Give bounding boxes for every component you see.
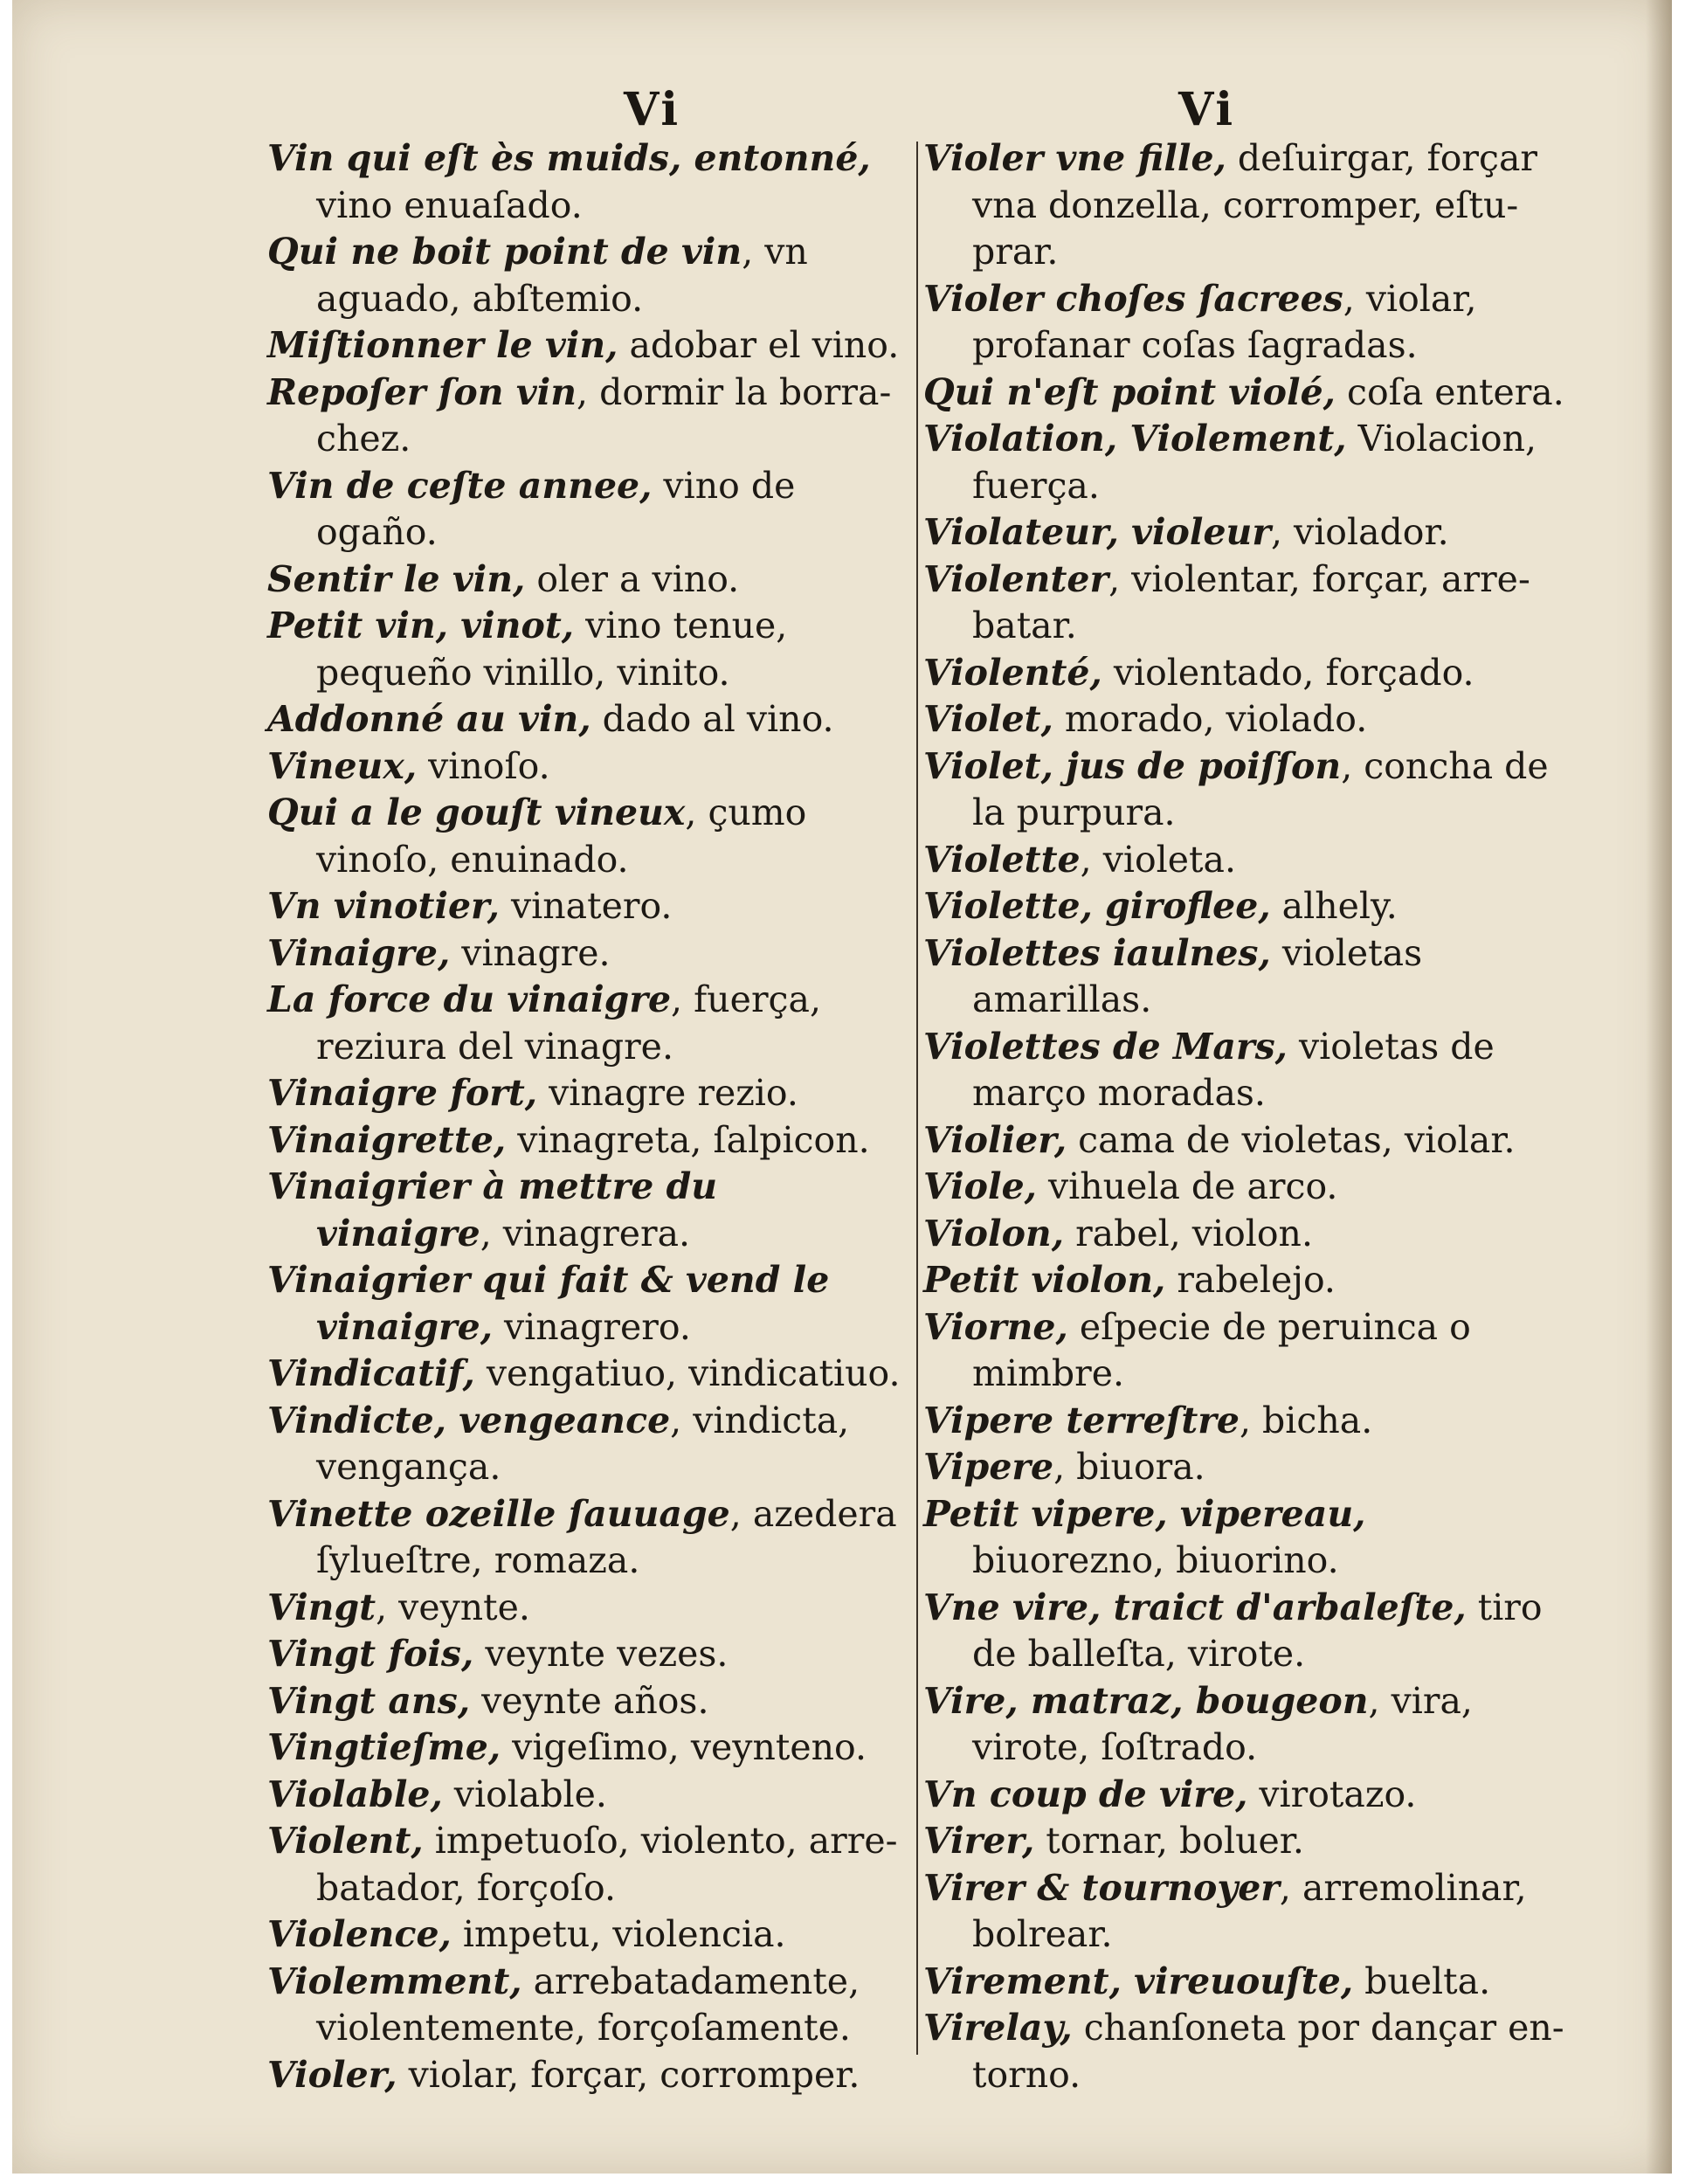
dictionary-entry — [923, 416, 1565, 509]
column-divider — [916, 142, 918, 2055]
dictionary-entry — [267, 1818, 903, 1911]
translation: veynte vezes. — [473, 1633, 729, 1675]
dictionary-entry — [267, 930, 903, 978]
headword: Violer, — [267, 2053, 397, 2096]
translation: vinoſo. — [417, 744, 550, 787]
translation: violetas de março moradas. — [972, 1025, 1495, 1114]
headword: Sentir le vin, — [267, 557, 526, 600]
translation: , vn aguado, abſtemio. — [316, 231, 808, 320]
translation: , violentar, forçar, arrebatar. — [972, 557, 1530, 646]
headword: Violent, — [267, 1820, 424, 1862]
dictionary-entry — [923, 883, 1565, 930]
headword: Violier, — [923, 1118, 1067, 1161]
translation: adobar el vino. — [618, 324, 900, 366]
dictionary-entry — [923, 1117, 1565, 1165]
translation: vino de ogaño. — [316, 464, 796, 553]
translation: , vira, virote, ſoſtrado. — [972, 1679, 1473, 1768]
dictionary-entry — [923, 370, 1565, 417]
book-page — [12, 0, 1672, 2174]
headword: Vingtieſme, — [267, 1726, 501, 1768]
headword: Violenté, — [923, 651, 1102, 694]
dictionary-entry — [923, 1024, 1565, 1117]
dictionary-entry — [923, 135, 1565, 276]
dictionary-entry — [267, 1772, 903, 1819]
translation: , veynte. — [376, 1586, 530, 1628]
headword: Viole, — [923, 1165, 1037, 1207]
dictionary-entry — [923, 837, 1565, 884]
dictionary-entry — [923, 1491, 1565, 1585]
headword: Petit vin, vinot, — [267, 605, 575, 646]
headword: Vire, matraz, bougeon — [923, 1679, 1369, 1722]
dictionary-entry — [923, 1164, 1565, 1211]
headword: Vineux, — [267, 744, 418, 787]
dictionary-entry — [923, 1257, 1565, 1304]
headword: Vin qui eſt ès muids, entonné, — [267, 137, 871, 179]
dictionary-entry — [923, 1678, 1565, 1772]
dictionary-entry — [267, 1351, 903, 1398]
translation: cama de violetas, violar. — [1067, 1118, 1516, 1161]
headword: Repoſer ſon vin — [267, 370, 577, 413]
translation: violetas amarillas. — [972, 931, 1423, 1020]
translation: violable. — [442, 1773, 607, 1815]
translation: vengatiuo, vindicatiuo. — [474, 1352, 901, 1394]
translation: vinagre rezio. — [537, 1072, 798, 1114]
headword: Violence, — [267, 1913, 452, 1955]
dictionary-entry — [923, 743, 1565, 837]
headword: Vindicatif, — [267, 1352, 475, 1394]
translation: eſpecie de peruinca o mimbre. — [972, 1305, 1471, 1394]
dictionary-entry — [267, 1257, 903, 1351]
translation: dado al vino. — [590, 698, 834, 740]
headword: Vin de ceſte annee, — [267, 464, 653, 507]
translation: violar, forçar, corromper. — [397, 2053, 860, 2096]
headword: Virer, — [923, 1820, 1035, 1862]
translation: vinatero. — [499, 885, 673, 927]
headword: Vinaigrier à mettre du vinaigre — [267, 1165, 718, 1254]
dictionary-entry — [923, 1772, 1565, 1819]
headword: Viorne, — [923, 1305, 1068, 1348]
headword: Vinette ozeille ſauuage — [267, 1492, 730, 1535]
running-header-right: Vi — [1178, 83, 1236, 136]
headword: Violette, giroflee, — [923, 885, 1271, 927]
running-header-left: Vi — [624, 83, 681, 136]
dictionary-entry — [267, 2052, 903, 2099]
headword: Violon, — [923, 1212, 1065, 1254]
headword: Violable, — [267, 1773, 443, 1815]
headword: Miſtionner le vin, — [267, 324, 618, 366]
translation: morado, violado. — [1053, 698, 1368, 740]
translation: rabelejo. — [1165, 1259, 1336, 1301]
dictionary-entry — [267, 977, 903, 1070]
dictionary-entry — [267, 229, 903, 322]
dictionary-entry — [267, 1911, 903, 1959]
translation: vino enuaſado. — [316, 183, 583, 226]
headword: Violemment, — [267, 1959, 522, 2002]
translation: Violacion, fuerça. — [972, 418, 1537, 507]
translation: vihuela de arco. — [1036, 1165, 1338, 1207]
dictionary-entry — [923, 1818, 1565, 1865]
dictionary-entry — [923, 1398, 1565, 1445]
headword: Violer choſes ſacrees — [923, 277, 1343, 320]
headword: Vindicte, vengeance — [267, 1399, 671, 1441]
translation: , violeta. — [1080, 838, 1236, 881]
translation: vinagrero. — [492, 1305, 691, 1348]
right-column — [923, 135, 1565, 2098]
translation: arrebatadamente, violentemente, forçoſamente. — [316, 1959, 860, 2049]
translation: vinagre. — [450, 931, 611, 974]
headword: Virement, vireuouſte, — [923, 1959, 1354, 2002]
dictionary-entry — [923, 1444, 1565, 1491]
headword: Vingt ans, — [267, 1679, 471, 1722]
translation: chanſoneta por dançar entorno. — [972, 2007, 1564, 2096]
translation: , bicha. — [1239, 1399, 1373, 1441]
dictionary-entry — [923, 930, 1565, 1024]
headword: Violettes de Mars, — [923, 1025, 1288, 1068]
headword: Vinaigre, — [267, 931, 451, 974]
translation: , vinagrera. — [480, 1212, 691, 1254]
dictionary-entry — [267, 370, 903, 463]
dictionary-entry — [267, 1959, 903, 2052]
dictionary-entry — [267, 1678, 903, 1725]
translation: buelta. — [1353, 1959, 1491, 2002]
dictionary-entry — [923, 696, 1565, 743]
translation: impetuoſo, violento, arrebatador, forçoſo. — [316, 1820, 898, 1909]
translation: vino tenue, pequeño vinillo, vinito. — [316, 605, 788, 694]
dictionary-entry — [923, 1865, 1565, 1959]
dictionary-entry — [923, 1959, 1565, 2006]
headword: Qui ne boit point de vin — [267, 231, 742, 273]
headword: Violettes iaulnes, — [923, 931, 1271, 974]
headword: Virelay, — [923, 2007, 1073, 2049]
headword: Violation, Violement, — [923, 418, 1347, 460]
dictionary-entry — [267, 1117, 903, 1165]
dictionary-entry — [923, 1211, 1565, 1258]
dictionary-entry — [923, 509, 1565, 556]
translation: veynte años. — [470, 1679, 709, 1722]
headword: Violette — [923, 838, 1081, 881]
translation: alhely. — [1270, 885, 1398, 927]
dictionary-entry — [923, 650, 1565, 697]
translation: , azedera ſylueſtre, romaza. — [316, 1492, 897, 1581]
headword: Vne vire, traict d'arbaleſte, — [923, 1586, 1467, 1628]
headword: La force du vinaigre — [267, 978, 672, 1020]
translation: , concha de la purpura. — [972, 744, 1549, 833]
dictionary-entry — [267, 1398, 903, 1491]
dictionary-entry — [267, 322, 903, 370]
headword: Vipere — [923, 1446, 1054, 1488]
headword: Violet, jus de poiſſon — [923, 744, 1342, 787]
dictionary-entry — [267, 1164, 903, 1257]
headword: Violateur, violeur — [923, 511, 1271, 553]
translation: vigeſimo, veynteno. — [501, 1726, 867, 1768]
headword: Vipere terreſtre — [923, 1399, 1240, 1441]
headword: Violer vne fille, — [923, 137, 1226, 179]
headword: Violet, — [923, 698, 1053, 740]
dictionary-entry — [267, 883, 903, 930]
headword: Petit vipere, vipereau, — [923, 1492, 1366, 1535]
translation: biuorezno, biuorino. — [972, 1539, 1339, 1581]
dictionary-entry — [267, 556, 903, 604]
translation: , biuora. — [1053, 1446, 1205, 1488]
headword: Vingt — [267, 1586, 376, 1628]
headword: Qui n'eſt point violé, — [923, 370, 1336, 413]
translation: tornar, boluer. — [1034, 1820, 1304, 1862]
translation: , dormir la borrachez. — [316, 370, 892, 460]
headword: Vinaigre fort, — [267, 1072, 538, 1114]
headword: Petit violon, — [923, 1259, 1166, 1301]
translation: rabel, violon. — [1064, 1212, 1313, 1254]
dictionary-entry — [267, 696, 903, 743]
dictionary-entry — [267, 743, 903, 791]
headword: Virer & tournoyer — [923, 1866, 1280, 1909]
dictionary-entry — [923, 1585, 1565, 1678]
translation: , violar, profanar coſas ſagradas. — [972, 277, 1477, 366]
translation: deſuirgar, forçar vna donzella, corromper, eſtuprar. — [972, 137, 1538, 273]
left-column — [267, 135, 903, 2098]
dictionary-entry — [267, 463, 903, 556]
headword: Addonné au vin, — [267, 698, 591, 740]
headword: Vn coup de vire, — [923, 1773, 1248, 1815]
headword: Vinaigrier qui fait & vend le vinaigre, — [267, 1259, 830, 1348]
translation: , vindicta, vengança. — [316, 1399, 850, 1488]
headword: Vn vinotier, — [267, 885, 500, 927]
dictionary-entry — [267, 790, 903, 883]
translation: vinagreta, ſalpicon. — [506, 1118, 870, 1161]
dictionary-entry — [267, 135, 903, 229]
dictionary-entry — [267, 1585, 903, 1632]
headword: Violenter — [923, 557, 1109, 600]
headword: Vinaigrette, — [267, 1118, 507, 1161]
headword: Qui a le gouſt vineux — [267, 791, 686, 833]
headword: Vingt fois, — [267, 1633, 474, 1675]
translation: violentado, forçado. — [1101, 651, 1474, 694]
dictionary-entry — [267, 1491, 903, 1585]
dictionary-entry — [267, 1724, 903, 1772]
translation: , çumo vinoſo, enuinado. — [316, 791, 807, 881]
dictionary-entry — [267, 603, 903, 696]
dictionary-entry — [923, 1304, 1565, 1398]
dictionary-entry — [267, 1631, 903, 1678]
dictionary-entry — [267, 1070, 903, 1117]
translation: oler a vino. — [525, 557, 740, 600]
dictionary-entry — [923, 556, 1565, 650]
translation: , violador. — [1270, 511, 1449, 553]
dictionary-entry — [923, 2005, 1565, 2098]
translation: virotazo. — [1247, 1773, 1417, 1815]
translation: , arremolinar, bolrear. — [972, 1866, 1527, 1955]
translation: tiro de balleſta, virote. — [972, 1586, 1543, 1675]
translation: coſa entera. — [1335, 370, 1564, 413]
translation: impetu, violencia. — [451, 1913, 786, 1955]
translation: , fuerça, reziura del vinagre. — [316, 978, 821, 1068]
dictionary-entry — [923, 276, 1565, 370]
